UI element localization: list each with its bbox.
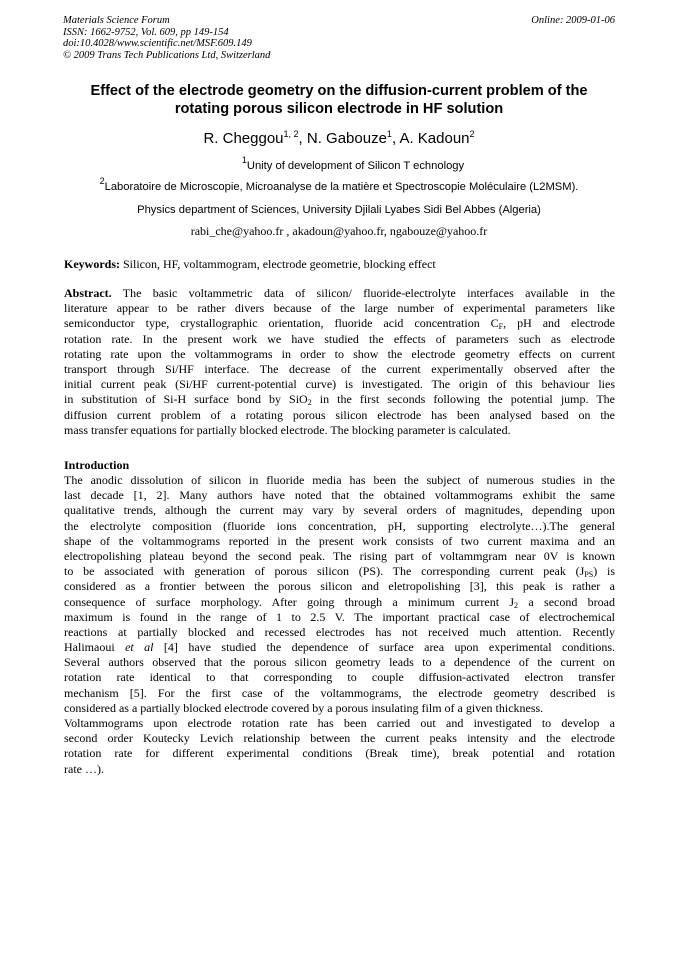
copyright-line: © 2009 Trans Tech Publications Ltd, Switzerland (63, 49, 271, 61)
abstract-line (64, 316, 615, 331)
body-line: last decade [1, 2]. Many authors have noted that the obtained voltammograms exhibit the same (64, 488, 615, 503)
body-line: Voltammograms upon electrode rotation rate has been carried out and investigated to develop a (64, 716, 615, 730)
body-line: rotation rate for different experimental conditions (Break time), break potential and rotation (64, 746, 615, 761)
abstract-line: literature appear to be rather divers because of the large number of experimental parameters like (64, 301, 615, 316)
body-line: rate …). (64, 761, 104, 776)
abstract-line: rotation rate. In the present work we have studied the effects of parameters such as electrode (64, 331, 615, 346)
title-line-1: Effect of the electrode geometry on the diffusion-current problem of the (90, 83, 588, 99)
body-line: electropolishing plateau beyond the second peak. The rising part of voltammgram near 0V is known (64, 548, 615, 563)
keywords (64, 257, 616, 271)
affiliation-text: Unity of development of Silicon T echnology (246, 160, 465, 172)
abstract-line: transport through Si/HF interface. The decrease of the current experimentally observed after the (64, 361, 615, 376)
abstract-label: Abstract. (64, 286, 112, 300)
subscript: PS (584, 570, 594, 580)
journal-header (63, 15, 483, 61)
body-text: consequence of surface morphology. After going through a minimum current J (64, 594, 515, 609)
body-line (64, 595, 615, 610)
body-line: Several authors observed that the porous silicon geometry leads to a dependence of the current on (64, 655, 615, 670)
author-name: N. Gabouze (306, 130, 387, 147)
body-line: maximum is found in the range of 1 to 2.5 V. The important practical case of electrochemical (64, 609, 615, 624)
body-text: to be associated with generation of porous silicon (PS). The corresponding current peak (J (64, 564, 585, 579)
abstract-text: semiconductor type, crystallographic orientation, fluoride acid concentration C (64, 316, 499, 331)
author-name: A. Kadoun (399, 130, 470, 147)
body-text: Halimaoui (64, 640, 126, 655)
author-separator: , (298, 130, 307, 147)
online-date: Online: 2009-01-06 (531, 15, 615, 26)
body-line (64, 564, 615, 579)
abstract (64, 286, 615, 438)
abstract-text: in the first seconds following the potential jump. The (311, 392, 615, 407)
abstract-line: initial current peak (Si/HF current-potential curve) is investigated. The origin of this behaviour lies (64, 377, 615, 392)
author-affiliation-mark: 1 (386, 129, 392, 139)
abstract-line (64, 286, 615, 301)
body-line: shape of the voltammograms reported in the present work consists of two current maxima and an (64, 533, 615, 548)
issn-line: ISSN: 1662-9752, Vol. 609, pp 149-154 (63, 26, 229, 38)
abstract-text: in substitution of Si-H surface bond by SiO (64, 392, 308, 407)
author-emails: rabi_che@yahoo.fr , akadoun@yahoo.fr, ngabouze@yahoo.fr (190, 224, 488, 238)
body-line: the electrolyte composition (fluoride ions concentration, pH, supporting electrolyte…).The general (64, 518, 615, 533)
affiliation-mark: 1 (241, 155, 247, 165)
author-name: R. Cheggou (203, 130, 284, 147)
title-line-2: rotating porous silicon electrode in HF solution (174, 101, 504, 117)
subscript: 2 (514, 600, 519, 610)
keywords-label: Keywords: (64, 257, 120, 271)
abstract-line: rotating rate upon the voltammograms in order to show the electrode geometry effects on current (64, 346, 615, 361)
paper-title (56, 82, 622, 118)
abstract-line (64, 392, 615, 407)
body-line: qualitative trends, although the current may vary by several orders of magnitudes, depending upon (64, 503, 615, 518)
body-line: considered as a frontier between the porous silicon and eletropolishing [3], this peak is rather a (64, 579, 615, 594)
affiliation-text: Laboratoire de Microscopie, Microanalyse de la matière et Spectroscopie Moléculaire (L2MSM). (104, 181, 579, 193)
abstract-line: diffusion current problem of a rotating porous silicon electrode has been analysed based on the (64, 407, 615, 422)
author-list (0, 130, 678, 148)
journal-name: Materials Science Forum (63, 15, 170, 26)
body-text: [4] have studied the dependence of surface area upon experimental conditions. (153, 640, 615, 655)
abstract-text: The basic voltammetric data of silicon/ fluoride-electrolyte interfaces available in the (111, 286, 615, 300)
body-text: a second broad (518, 594, 615, 609)
body-line: The anodic dissolution of silicon in fluoride media has been the subject of numerous studies in the (64, 473, 615, 487)
affiliation-1 (14, 155, 678, 173)
abstract-text: , pH and electrode (503, 316, 615, 331)
body-line: second order Koutecky Levich relationship between the current peaks intensity and the electrode (64, 731, 615, 746)
affiliation-2 (0, 176, 678, 194)
body-line: reactions at partially blocked and recessed electrodes has not received much attention. Recently (64, 624, 615, 639)
body-line (64, 640, 615, 655)
keywords-text: Silicon, HF, voltammogram, electrode geometrie, blocking effect (120, 257, 436, 271)
author-affiliation-mark: 1, 2 (283, 129, 299, 139)
body-line: mechanism [5]. For the first case of the voltammograms, the electrode geometry described is (64, 685, 615, 700)
italic-text: et al (125, 640, 154, 655)
section-heading-introduction: Introduction (64, 458, 130, 472)
body-text: ) is (593, 564, 616, 579)
doi-line: doi:10.4028/www.scientific.net/MSF.609.149 (63, 38, 252, 49)
abstract-line: mass transfer equations for partially blocked electrode. The blocking parameter is calculated. (64, 422, 511, 437)
body-line: rotation rate identical to that corresponding to couple diffusion-activated electron transfer (64, 670, 615, 685)
body-line: considered as a partially blocked electrode covered by a porous insulating film of a given thickness. (64, 700, 544, 715)
introduction-body (64, 473, 615, 777)
subscript: F (498, 322, 504, 332)
author-affiliation-mark: 2 (469, 129, 475, 139)
affiliation-3: Physics department of Sciences, University Djilali Lyabes Sidi Bel Abbes (Algeria) (137, 204, 541, 216)
affiliation-mark: 2 (99, 176, 105, 186)
author-separator: , (391, 130, 400, 147)
subscript: 2 (307, 398, 312, 408)
